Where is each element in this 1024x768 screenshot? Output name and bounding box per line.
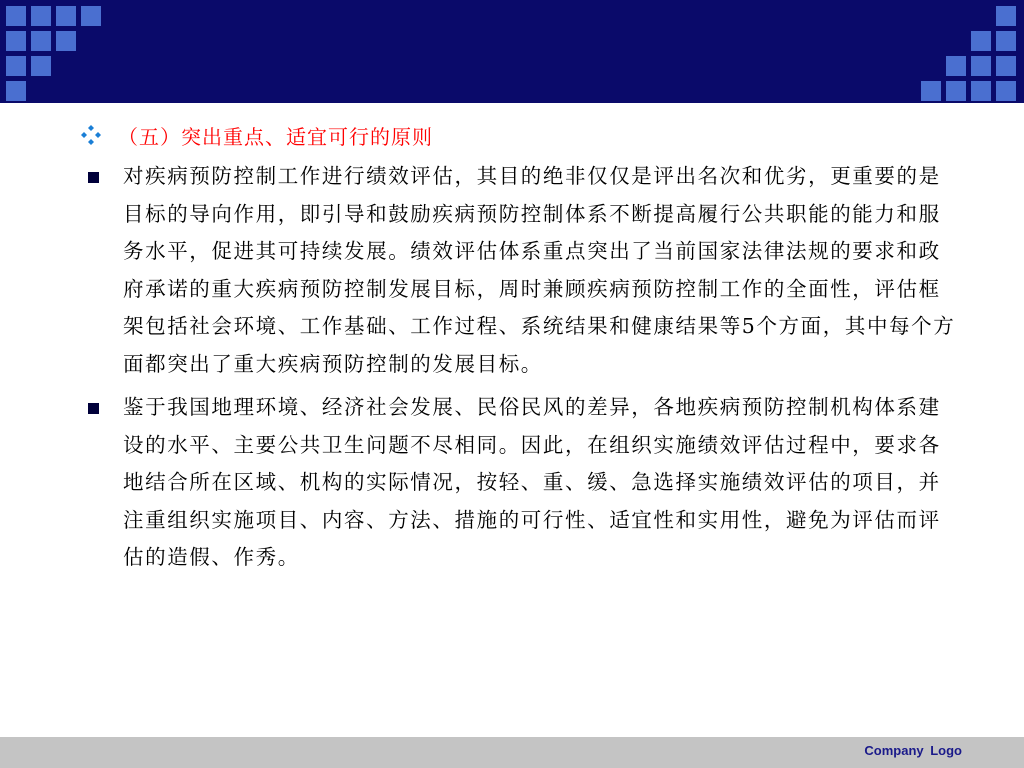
decor-tile [31, 6, 51, 26]
decor-tile [971, 56, 991, 76]
decor-tile [921, 81, 941, 101]
decor-tile [971, 81, 991, 101]
decor-tile [971, 31, 991, 51]
square-bullet-icon [88, 172, 99, 183]
square-bullet-icon [88, 403, 99, 414]
decor-tile [6, 31, 26, 51]
decor-tile [996, 56, 1016, 76]
decor-tile [31, 56, 51, 76]
decor-tile [56, 6, 76, 26]
header-band [0, 0, 1024, 103]
decor-tile [31, 31, 51, 51]
four-diamond-icon [78, 122, 104, 148]
paragraph-text: 鉴于我国地理环境、经济社会发展、民俗民风的差异，各地疾病预防控制机构体系建设的水平、主要公共卫生问题不尽相同。因此，在组织实施绩效评估过程中，要求各地结合所在区域、机构的实际情况，按轻、重、缓、急选择实施绩效评估的项目，并注重组织实施项目、内容、方法、措施的可行性、适宜性和实用性，避免为评估而评估的造假、作秀。 [123, 395, 941, 569]
decor-tile [996, 6, 1016, 26]
decor-tile [996, 31, 1016, 51]
decor-tile [81, 6, 101, 26]
decor-tile [996, 81, 1016, 101]
decor-tile [6, 6, 26, 26]
decor-tile [6, 56, 26, 76]
footer-bar [0, 737, 1024, 768]
content-area [78, 118, 968, 577]
paragraph-text: 对疾病预防控制工作进行绩效评估，其目的绝非仅仅是评出名次和优劣，更重要的是目标的导向作用，即引导和鼓励疾病预防控制体系不断提高履行公共职能的能力和服务水平，促进其可持续发展。绩效评估体系重点突出了当前国家法律法规的要求和政府承诺的重大疾病预防控制发展目标，周时兼顾疾病预防控制工作的全面性，评估框架包括社会环境、工作基础、工作过程、系统结果和健康结果等5个方面，其中每个方面都突出了重大疾病预防控制的发展目标。 [123, 164, 956, 376]
decor-tile [946, 56, 966, 76]
bullet-item [78, 158, 968, 383]
section-subtitle: （五）突出重点、适宜可行的原则 [118, 124, 433, 149]
decor-tile [56, 31, 76, 51]
decor-tile [946, 81, 966, 101]
company-logo: Company Logo [864, 743, 962, 758]
decor-tile [6, 81, 26, 101]
bullet-item [78, 389, 968, 577]
subtitle-row [78, 118, 968, 152]
